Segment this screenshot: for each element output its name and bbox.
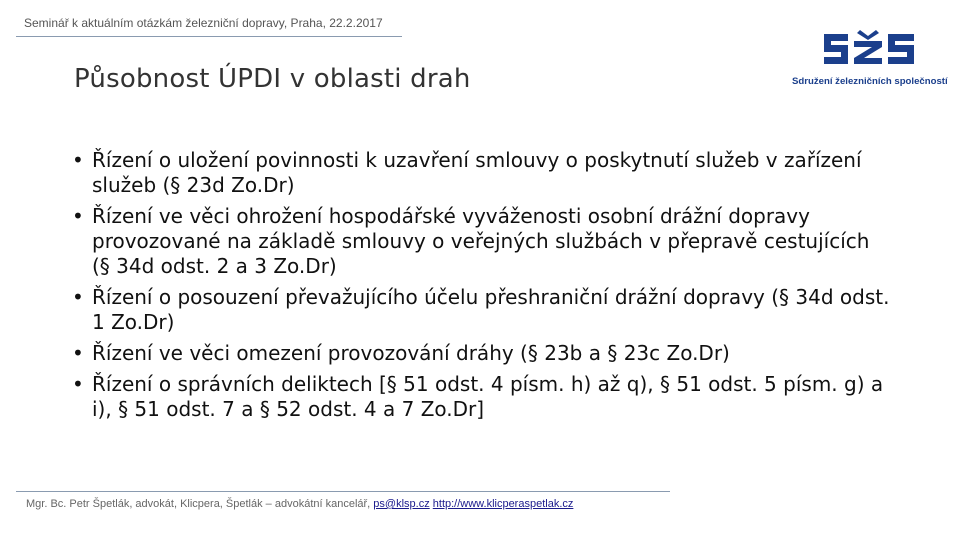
bullet-marker: • (72, 148, 84, 172)
bullet-text: Řízení o správních deliktech [§ 51 odst. 4 písm. h) až q), § 51 odst. 5 písm. g) a i), § 51 odst. 7 a § 52 odst. 4 a 7 Zo.Dr] (92, 372, 884, 421)
bullet-text: Řízení ve věci omezení provozování dráhy (§ 23b a § 23c Zo.Dr) (92, 341, 730, 365)
bullet-list (72, 148, 892, 428)
bullet-marker: • (72, 285, 84, 309)
bullet-marker: • (72, 204, 84, 228)
szs-logo-mark-icon (822, 28, 916, 68)
footer-email-link[interactable]: ps@klsp.cz (373, 498, 430, 510)
header-divider (16, 36, 402, 37)
slide-title: Působnost ÚPDI v oblasti drah (74, 64, 471, 94)
footer-website-link[interactable]: http://www.klicperaspetlak.cz (432, 498, 574, 510)
list-item (72, 372, 892, 422)
bullet-text: Řízení ve věci ohrožení hospodářské vyváženosti osobní drážní dopravy provozované na základě smlouvy o veřejných službách v přepravě cestujících (§ 34d odst. 2 a 3 Zo.Dr) (92, 204, 870, 278)
list-item (72, 204, 892, 279)
footer-author: Mgr. Bc. Petr Špetlák, advokát, Klicpera, Špetlák – advokátní kancelář, (26, 498, 371, 510)
list-item (72, 285, 892, 335)
szs-logo (790, 28, 950, 92)
footer-divider (16, 491, 670, 492)
bullet-text: Řízení o uložení povinnosti k uzavření smlouvy o poskytnutí služeb v zařízení služeb (§ 23d Zo.Dr) (92, 148, 862, 197)
header-seminar-text: Seminář k aktuálním otázkám železniční dopravy, Praha, 22.2.2017 (24, 16, 383, 30)
list-item (72, 341, 892, 366)
logo-caption: Sdružení železničních společností (792, 76, 948, 87)
bullet-text: Řízení o posouzení převažujícího účelu přeshraniční drážní dopravy (§ 34d odst. 1 Zo.Dr) (92, 285, 890, 334)
bullet-marker: • (72, 372, 84, 396)
list-item (72, 148, 892, 198)
bullet-marker: • (72, 341, 84, 365)
footer (26, 498, 573, 510)
